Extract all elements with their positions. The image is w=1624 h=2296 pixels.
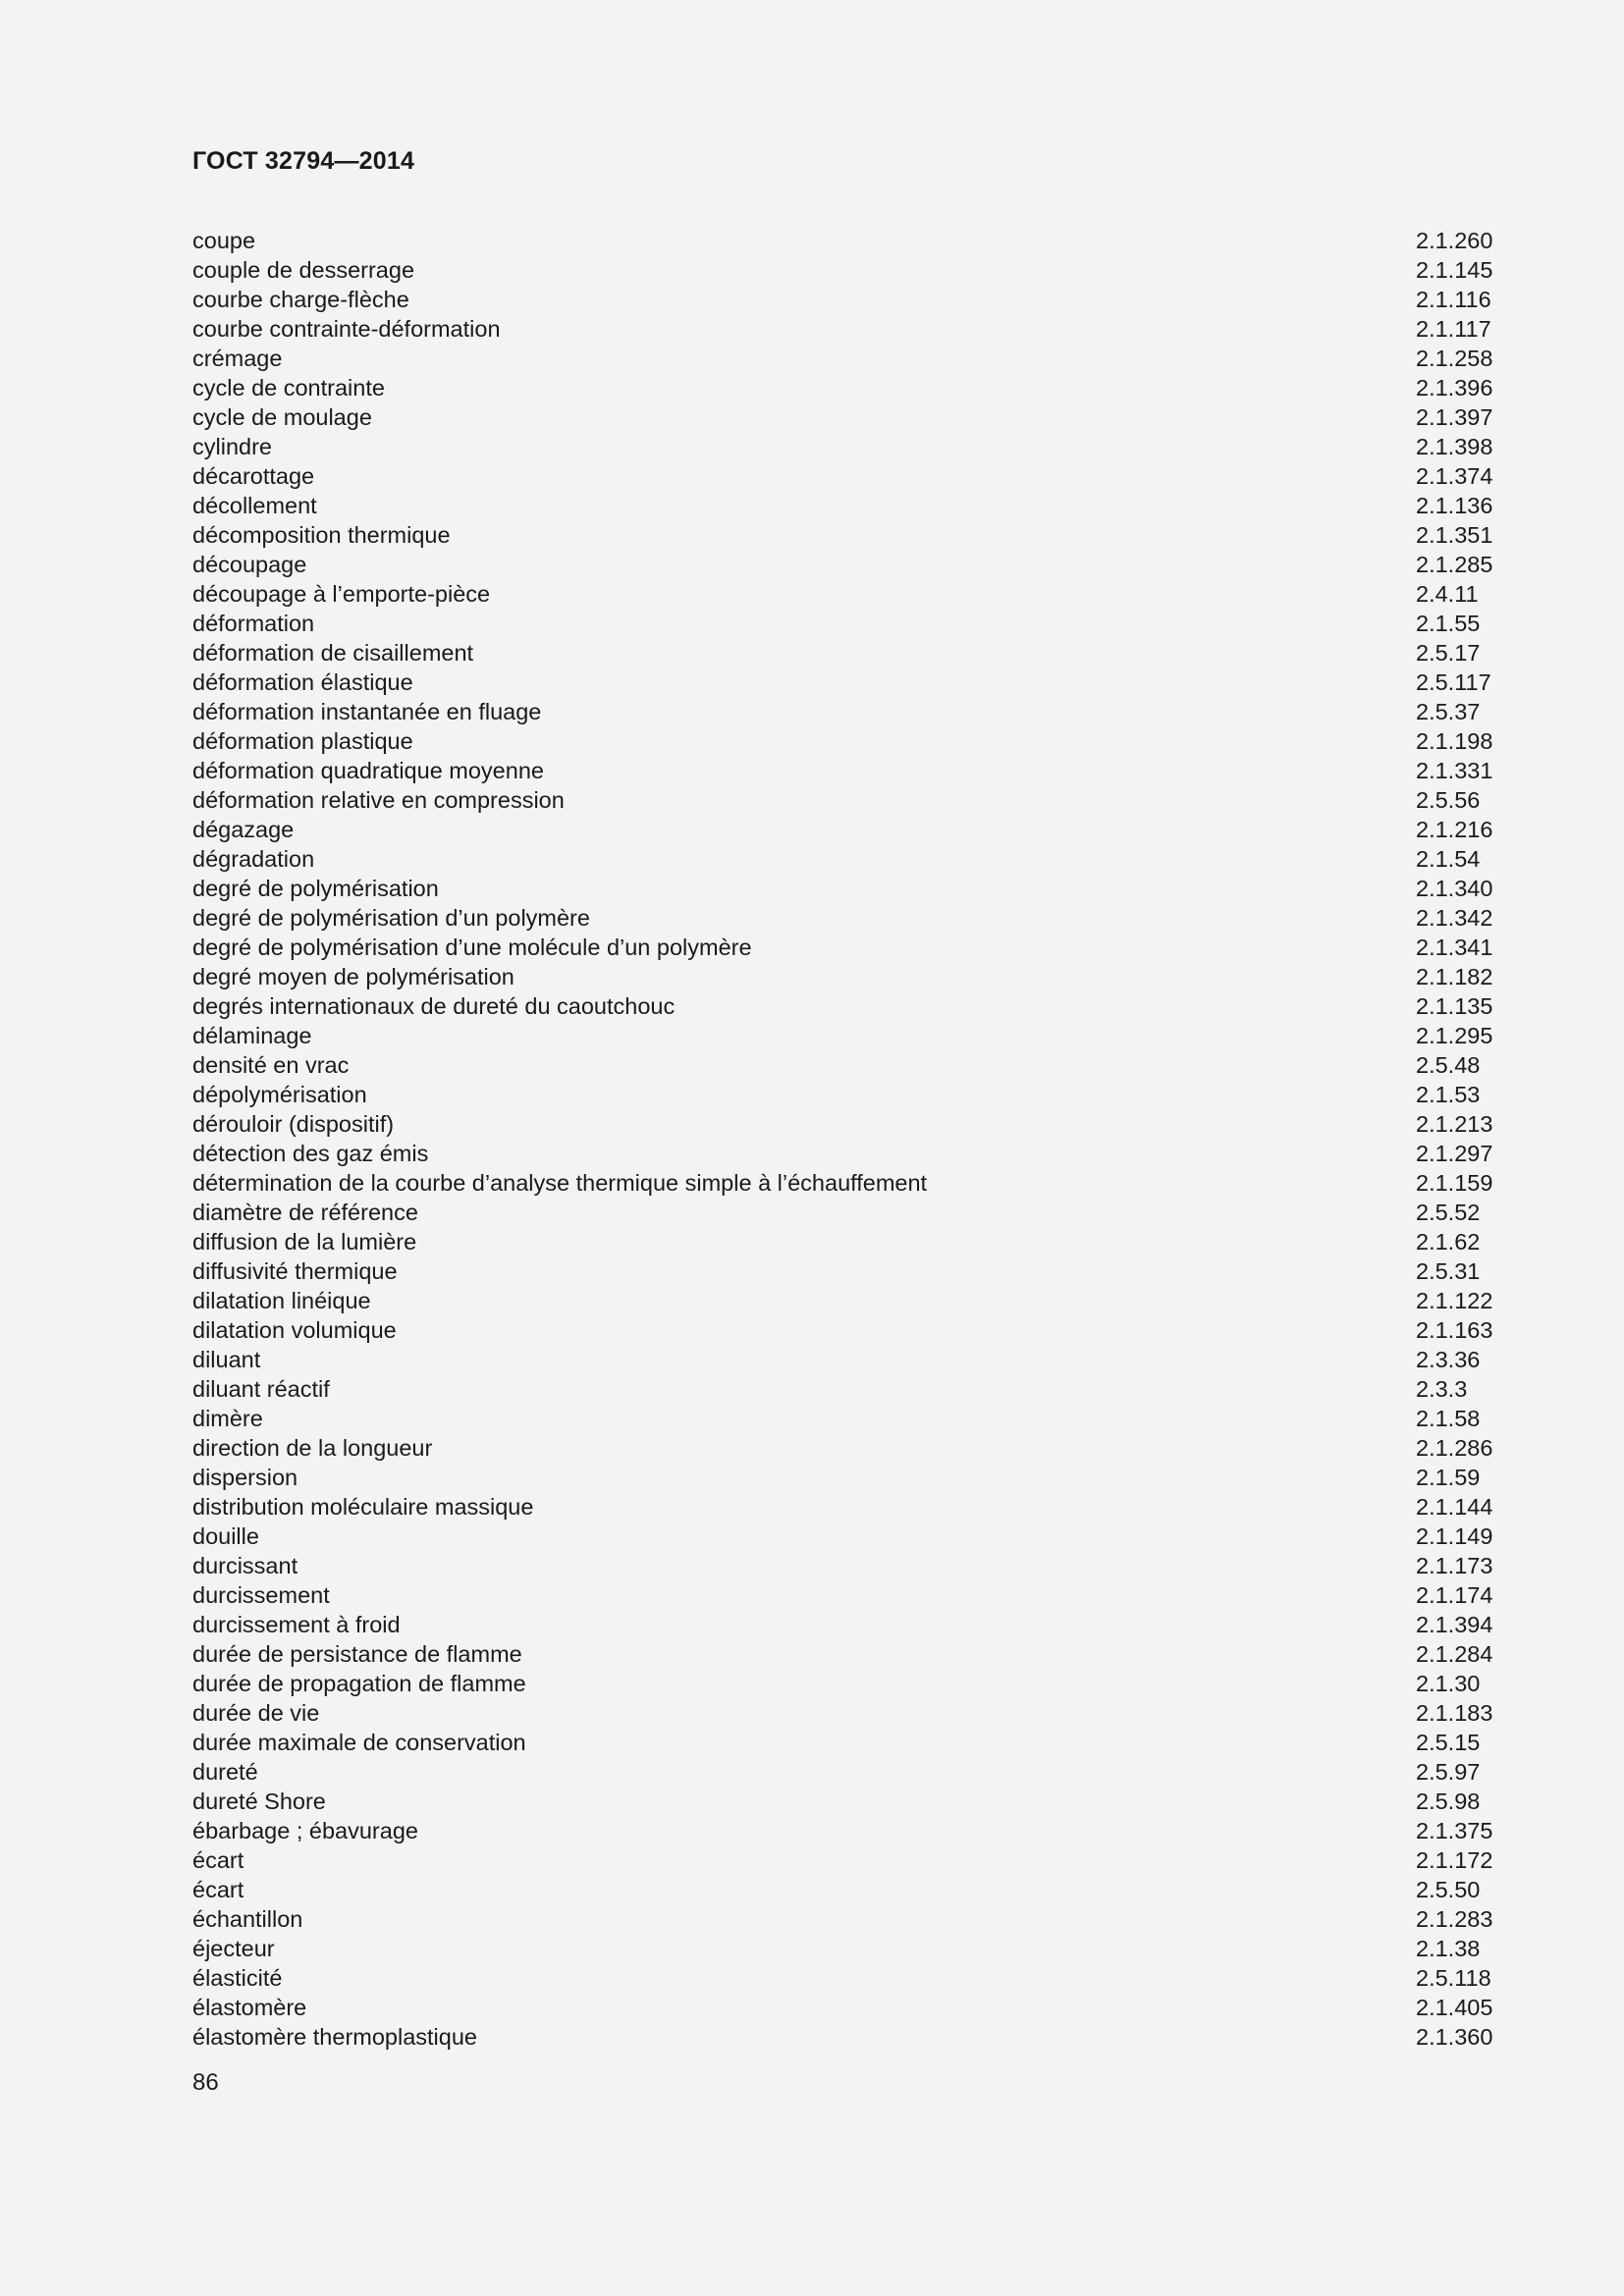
index-entry	[192, 1374, 1498, 1404]
index-entry	[192, 550, 1498, 579]
index-entry	[192, 1934, 1498, 1963]
index-reference: 2.1.38	[1416, 1936, 1481, 1961]
document-header: ГОСТ 32794—2014	[192, 147, 415, 175]
index-reference: 2.1.116	[1416, 287, 1491, 312]
index-reference: 2.1.216	[1416, 817, 1493, 842]
index-term: diffusion de la lumière	[192, 1229, 417, 1255]
index-term: dégradation	[192, 846, 315, 872]
index-reference: 2.5.117	[1416, 669, 1491, 695]
index-entry	[192, 1875, 1498, 1904]
index-reference: 2.3.36	[1416, 1347, 1481, 1372]
index-reference: 2.1.342	[1416, 905, 1493, 931]
index-term: dérouloir (dispositif)	[192, 1111, 395, 1137]
index-term: écart	[192, 1877, 244, 1902]
index-reference: 2.1.173	[1416, 1553, 1493, 1578]
index-entry	[192, 726, 1498, 756]
index-reference: 2.5.48	[1416, 1052, 1481, 1078]
index-term: déformation instantanée en fluage	[192, 699, 542, 724]
index-term: décarottage	[192, 463, 315, 489]
index-entry	[192, 1728, 1498, 1757]
index-term: dilatation volumique	[192, 1317, 397, 1343]
index-term: élastomère	[192, 1995, 307, 2020]
index-entry	[192, 1669, 1498, 1698]
index-entry	[192, 461, 1498, 491]
index-term: détermination de la courbe d’analyse thermique simple à l’échauffement	[192, 1170, 928, 1196]
index-reference: 2.1.117	[1416, 316, 1491, 342]
index-reference: 2.1.183	[1416, 1700, 1493, 1726]
index-reference: 2.5.118	[1416, 1965, 1491, 1991]
index-entry	[192, 1315, 1498, 1345]
index-entry	[192, 2022, 1498, 2052]
index-reference: 2.1.198	[1416, 728, 1493, 754]
index-reference: 2.1.163	[1416, 1317, 1493, 1343]
index-term: douille	[192, 1523, 259, 1549]
index-entry	[192, 903, 1498, 933]
index-entry	[192, 1787, 1498, 1816]
index-entry	[192, 1993, 1498, 2022]
index-reference: 2.5.37	[1416, 699, 1481, 724]
index-reference: 2.3.3	[1416, 1376, 1468, 1402]
index-entry	[192, 1286, 1498, 1315]
index-reference: 2.5.50	[1416, 1877, 1481, 1902]
index-reference: 2.1.286	[1416, 1435, 1493, 1461]
page-number: 86	[192, 2069, 219, 2096]
index-term: écart	[192, 1847, 244, 1873]
index-term: déformation de cisaillement	[192, 640, 474, 666]
index-reference: 2.5.97	[1416, 1759, 1481, 1785]
index-term: courbe charge-flèche	[192, 287, 409, 312]
index-term: durcissement	[192, 1582, 330, 1608]
index-entry	[192, 785, 1498, 815]
index-entry	[192, 402, 1498, 432]
index-term: degré de polymérisation d’un polymère	[192, 905, 590, 931]
index-reference: 2.1.213	[1416, 1111, 1493, 1137]
index-reference: 2.1.341	[1416, 934, 1493, 960]
index-entry	[192, 756, 1498, 785]
index-term: degrés internationaux de dureté du caoutchouc	[192, 993, 676, 1019]
index-term: diluant	[192, 1347, 261, 1372]
index-entry	[192, 579, 1498, 609]
index-entry	[192, 1845, 1498, 1875]
index-entry	[192, 491, 1498, 520]
index-reference: 2.1.396	[1416, 375, 1493, 400]
index-term: dureté	[192, 1759, 258, 1785]
index-entry	[192, 638, 1498, 667]
index-entry	[192, 285, 1498, 314]
index-term: diluant réactif	[192, 1376, 330, 1402]
index-term: ébarbage ; ébavurage	[192, 1818, 418, 1843]
index-term: durcissant	[192, 1553, 298, 1578]
index-term: degré moyen de polymérisation	[192, 964, 514, 989]
index-reference: 2.1.260	[1416, 228, 1493, 253]
index-term: courbe contrainte-déformation	[192, 316, 501, 342]
index-term: dilatation linéique	[192, 1288, 371, 1313]
index-entry	[192, 1522, 1498, 1551]
index-entry	[192, 1080, 1498, 1109]
index-term: cycle de moulage	[192, 404, 372, 430]
index-entry	[192, 1256, 1498, 1286]
index-entry	[192, 933, 1498, 962]
index-reference: 2.5.52	[1416, 1200, 1481, 1225]
index-reference: 2.1.375	[1416, 1818, 1493, 1843]
index-term: crémage	[192, 346, 283, 371]
index-entry	[192, 1551, 1498, 1580]
index-term: déformation plastique	[192, 728, 413, 754]
index-reference: 2.1.54	[1416, 846, 1481, 872]
index-term: élastomère thermoplastique	[192, 2024, 477, 2050]
index-entry	[192, 874, 1498, 903]
index-entry	[192, 1050, 1498, 1080]
term-index-list	[192, 226, 1498, 2052]
index-term: découpage	[192, 552, 307, 577]
index-entry	[192, 1610, 1498, 1639]
index-term: découpage à l’emporte-pièce	[192, 581, 491, 607]
index-term: dureté Shore	[192, 1789, 326, 1814]
index-reference: 2.1.149	[1416, 1523, 1493, 1549]
index-reference: 2.1.331	[1416, 758, 1493, 783]
index-reference: 2.5.17	[1416, 640, 1481, 666]
index-reference: 2.1.394	[1416, 1612, 1493, 1637]
index-reference: 2.5.15	[1416, 1730, 1481, 1755]
index-term: dimère	[192, 1406, 263, 1431]
index-entry	[192, 226, 1498, 255]
index-reference: 2.1.374	[1416, 463, 1493, 489]
index-reference: 2.1.144	[1416, 1494, 1493, 1520]
index-reference: 2.1.30	[1416, 1671, 1481, 1696]
index-entry	[192, 314, 1498, 344]
index-entry	[192, 344, 1498, 373]
index-entry	[192, 962, 1498, 991]
index-reference: 2.1.159	[1416, 1170, 1493, 1196]
index-entry	[192, 1492, 1498, 1522]
index-entry	[192, 1639, 1498, 1669]
index-term: direction de la longueur	[192, 1435, 433, 1461]
index-term: coupe	[192, 228, 256, 253]
index-term: déformation élastique	[192, 669, 413, 695]
index-reference: 2.5.56	[1416, 787, 1481, 813]
index-term: décollement	[192, 493, 317, 518]
index-entry	[192, 1404, 1498, 1433]
index-entry	[192, 1816, 1498, 1845]
index-reference: 2.1.351	[1416, 522, 1493, 548]
index-term: distribution moléculaire massique	[192, 1494, 534, 1520]
index-term: cylindre	[192, 434, 272, 459]
index-reference: 2.1.283	[1416, 1906, 1493, 1932]
index-term: densité en vrac	[192, 1052, 350, 1078]
index-entry	[192, 520, 1498, 550]
index-reference: 2.1.285	[1416, 552, 1493, 577]
index-entry	[192, 697, 1498, 726]
index-term: durée de vie	[192, 1700, 320, 1726]
index-term: déformation relative en compression	[192, 787, 565, 813]
index-entry	[192, 667, 1498, 697]
index-reference: 2.4.11	[1416, 581, 1479, 607]
index-reference: 2.1.135	[1416, 993, 1493, 1019]
index-reference: 2.1.122	[1416, 1288, 1493, 1313]
index-entry	[192, 1198, 1498, 1227]
index-term: éjecteur	[192, 1936, 275, 1961]
index-term: cycle de contrainte	[192, 375, 385, 400]
index-entry	[192, 609, 1498, 638]
index-entry	[192, 1463, 1498, 1492]
index-reference: 2.1.62	[1416, 1229, 1481, 1255]
index-term: durcissement à froid	[192, 1612, 401, 1637]
index-term: dégazage	[192, 817, 295, 842]
index-term: durée de propagation de flamme	[192, 1671, 526, 1696]
index-entry	[192, 991, 1498, 1021]
index-reference: 2.1.360	[1416, 2024, 1493, 2050]
index-reference: 2.1.284	[1416, 1641, 1493, 1667]
index-reference: 2.1.297	[1416, 1141, 1493, 1166]
index-entry	[192, 815, 1498, 844]
index-term: élasticité	[192, 1965, 283, 1991]
index-entry	[192, 432, 1498, 461]
index-term: durée de persistance de flamme	[192, 1641, 522, 1667]
index-term: déformation quadratique moyenne	[192, 758, 544, 783]
index-entry	[192, 1109, 1498, 1139]
index-entry	[192, 1139, 1498, 1168]
index-reference: 2.1.136	[1416, 493, 1493, 518]
index-reference: 2.1.405	[1416, 1995, 1493, 2020]
index-term: déformation	[192, 611, 315, 636]
index-reference: 2.1.182	[1416, 964, 1493, 989]
index-term: décomposition thermique	[192, 522, 451, 548]
index-term: degré de polymérisation d’une molécule d’un polymère	[192, 934, 752, 960]
index-reference: 2.1.59	[1416, 1465, 1481, 1490]
index-entry	[192, 1580, 1498, 1610]
index-reference: 2.1.258	[1416, 346, 1493, 371]
index-reference: 2.5.98	[1416, 1789, 1481, 1814]
index-reference: 2.1.53	[1416, 1082, 1481, 1107]
index-reference: 2.1.174	[1416, 1582, 1493, 1608]
index-reference: 2.1.172	[1416, 1847, 1493, 1873]
index-entry	[192, 255, 1498, 285]
index-term: diamètre de référence	[192, 1200, 418, 1225]
index-entry	[192, 844, 1498, 874]
index-term: couple de desserrage	[192, 257, 415, 283]
index-entry	[192, 373, 1498, 402]
index-entry	[192, 1345, 1498, 1374]
index-term: dispersion	[192, 1465, 298, 1490]
index-reference: 2.1.340	[1416, 876, 1493, 901]
index-term: délaminage	[192, 1023, 312, 1048]
index-entry	[192, 1698, 1498, 1728]
index-term: degré de polymérisation	[192, 876, 439, 901]
index-term: durée maximale de conservation	[192, 1730, 526, 1755]
index-entry	[192, 1904, 1498, 1934]
index-entry	[192, 1021, 1498, 1050]
index-entry	[192, 1433, 1498, 1463]
index-reference: 2.1.397	[1416, 404, 1493, 430]
index-term: échantillon	[192, 1906, 303, 1932]
index-entry	[192, 1227, 1498, 1256]
index-reference: 2.1.295	[1416, 1023, 1493, 1048]
index-reference: 2.1.58	[1416, 1406, 1481, 1431]
index-reference: 2.1.55	[1416, 611, 1481, 636]
index-term: détection des gaz émis	[192, 1141, 429, 1166]
index-entry	[192, 1757, 1498, 1787]
index-entry	[192, 1963, 1498, 1993]
index-reference: 2.5.31	[1416, 1258, 1481, 1284]
index-term: dépolymérisation	[192, 1082, 367, 1107]
index-term: diffusivité thermique	[192, 1258, 398, 1284]
index-entry	[192, 1168, 1498, 1198]
index-reference: 2.1.145	[1416, 257, 1493, 283]
index-reference: 2.1.398	[1416, 434, 1493, 459]
